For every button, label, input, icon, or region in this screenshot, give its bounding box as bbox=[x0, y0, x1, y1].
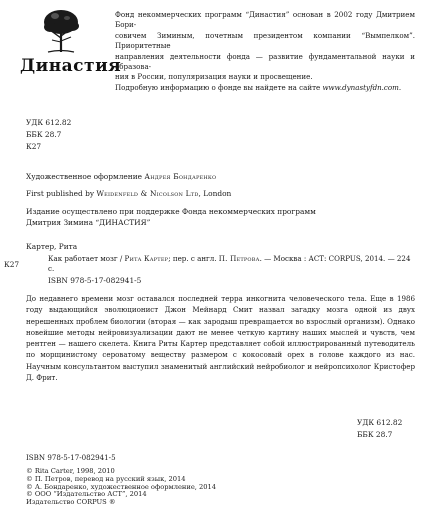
foundation-line: направления деятельности фонда — развитие фундаментальной науки и образова- bbox=[115, 51, 415, 72]
biblio-author-sc: Рита Картер bbox=[124, 254, 169, 263]
copyright-line: Издательство CORPUS ® bbox=[26, 498, 116, 507]
udk-code: УДК 612.82 bbox=[357, 418, 403, 427]
foundation-line: ния в России, популяризация науки и просвещение. bbox=[115, 72, 313, 82]
foundation-line: Фонд некоммерческих программ “Династия” основан в 2002 году Дмитрием Бори- bbox=[115, 10, 415, 30]
first-published-prefix: First published by bbox=[26, 189, 97, 198]
support-line: Дмитрия Зимина “ДИНАСТИЯ” bbox=[26, 218, 151, 227]
copyright-line: © П. Петров, перевод на русский язык, 2014 bbox=[26, 474, 186, 483]
copyright-line: © Rita Carter, 1998, 2010 bbox=[26, 467, 115, 475]
logo-wordmark: Династия bbox=[20, 56, 122, 76]
foundation-site-text: Подробную информацию о фонде вы найдете на сайте bbox=[115, 82, 323, 92]
author-mark: К27 bbox=[26, 142, 42, 151]
support-note bbox=[26, 206, 316, 228]
tree-icon bbox=[42, 8, 80, 54]
biblio-imprint: . — Москва : АСТ: CORPUS, 2014. — 224 с. bbox=[48, 254, 411, 274]
art-design-prefix: Художественное оформление bbox=[26, 172, 145, 181]
book-abstract: До недавнего времени мозг оставался последней терра инкогнита человеческого тела. Еще в 1986 году выдающийся эволюционист Джон Мейнард Смит назвал загадку мозга одной из двух нерешенных проблем биологии (вторая — как зародыш превращается во взрослый организм). Однако новейшие методы нейровизуализации дают не менее четкую картину наших мыслей и чувств, чем рентген — нашего скелета. Книга Риты Картер представляет собой иллюстрированный путеводитель по морщинистому сероватому веществу размером с кокосовый орех в голове каждого из нас. Научным консультантом выступил знаменитый английский нейробиолог и нейропсихолог Кристофер Д. Фрит. bbox=[26, 294, 415, 383]
biblio-title: Как работает мозг / bbox=[48, 254, 125, 263]
copyright-line: © А. Бондаренко, художественное оформление, 2014 bbox=[26, 482, 217, 491]
biblio-side-code: К27 bbox=[4, 260, 20, 269]
dynasty-logo bbox=[20, 8, 122, 78]
classification-codes-bottom bbox=[357, 417, 417, 440]
art-design-credit bbox=[26, 171, 216, 182]
foundation-line: совичем Зиминым, почетным президентом компании “Вымпелком”. Приоритетные bbox=[115, 30, 415, 51]
first-published-credit bbox=[26, 188, 231, 199]
biblio-isbn: ISBN 978-5-17-082941-5 bbox=[48, 276, 142, 285]
copyright-line: © ООО “Издательство АСТ”, 2014 bbox=[26, 490, 147, 499]
original-publisher: Weidenfeld & Nicolson Ltd bbox=[96, 189, 199, 198]
copyright-notices bbox=[26, 468, 216, 507]
udk-code: УДК 612.82 bbox=[26, 118, 72, 127]
classification-codes-top bbox=[26, 117, 71, 153]
bbk-code: ББК 28.7 bbox=[26, 130, 62, 139]
art-designer-name: Андрея Бондаренко bbox=[144, 172, 217, 181]
first-published-suffix: , London bbox=[198, 189, 232, 198]
foundation-url: www.dynastyfdn.com. bbox=[322, 82, 402, 92]
bbk-code: ББК 28.7 bbox=[357, 429, 393, 439]
foundation-description bbox=[115, 10, 415, 93]
biblio-description bbox=[48, 254, 418, 275]
isbn-bottom: ISBN 978-5-17-082941-5 bbox=[26, 453, 116, 462]
foundation-line bbox=[115, 83, 415, 93]
biblio-translator: П. Петрова bbox=[218, 254, 260, 263]
support-line: Издание осуществлено при поддержке Фонда некоммерческих программ bbox=[26, 207, 316, 216]
biblio-author: Картер, Рита bbox=[26, 242, 78, 251]
biblio-translation: ; пер. с англ. bbox=[168, 254, 219, 263]
